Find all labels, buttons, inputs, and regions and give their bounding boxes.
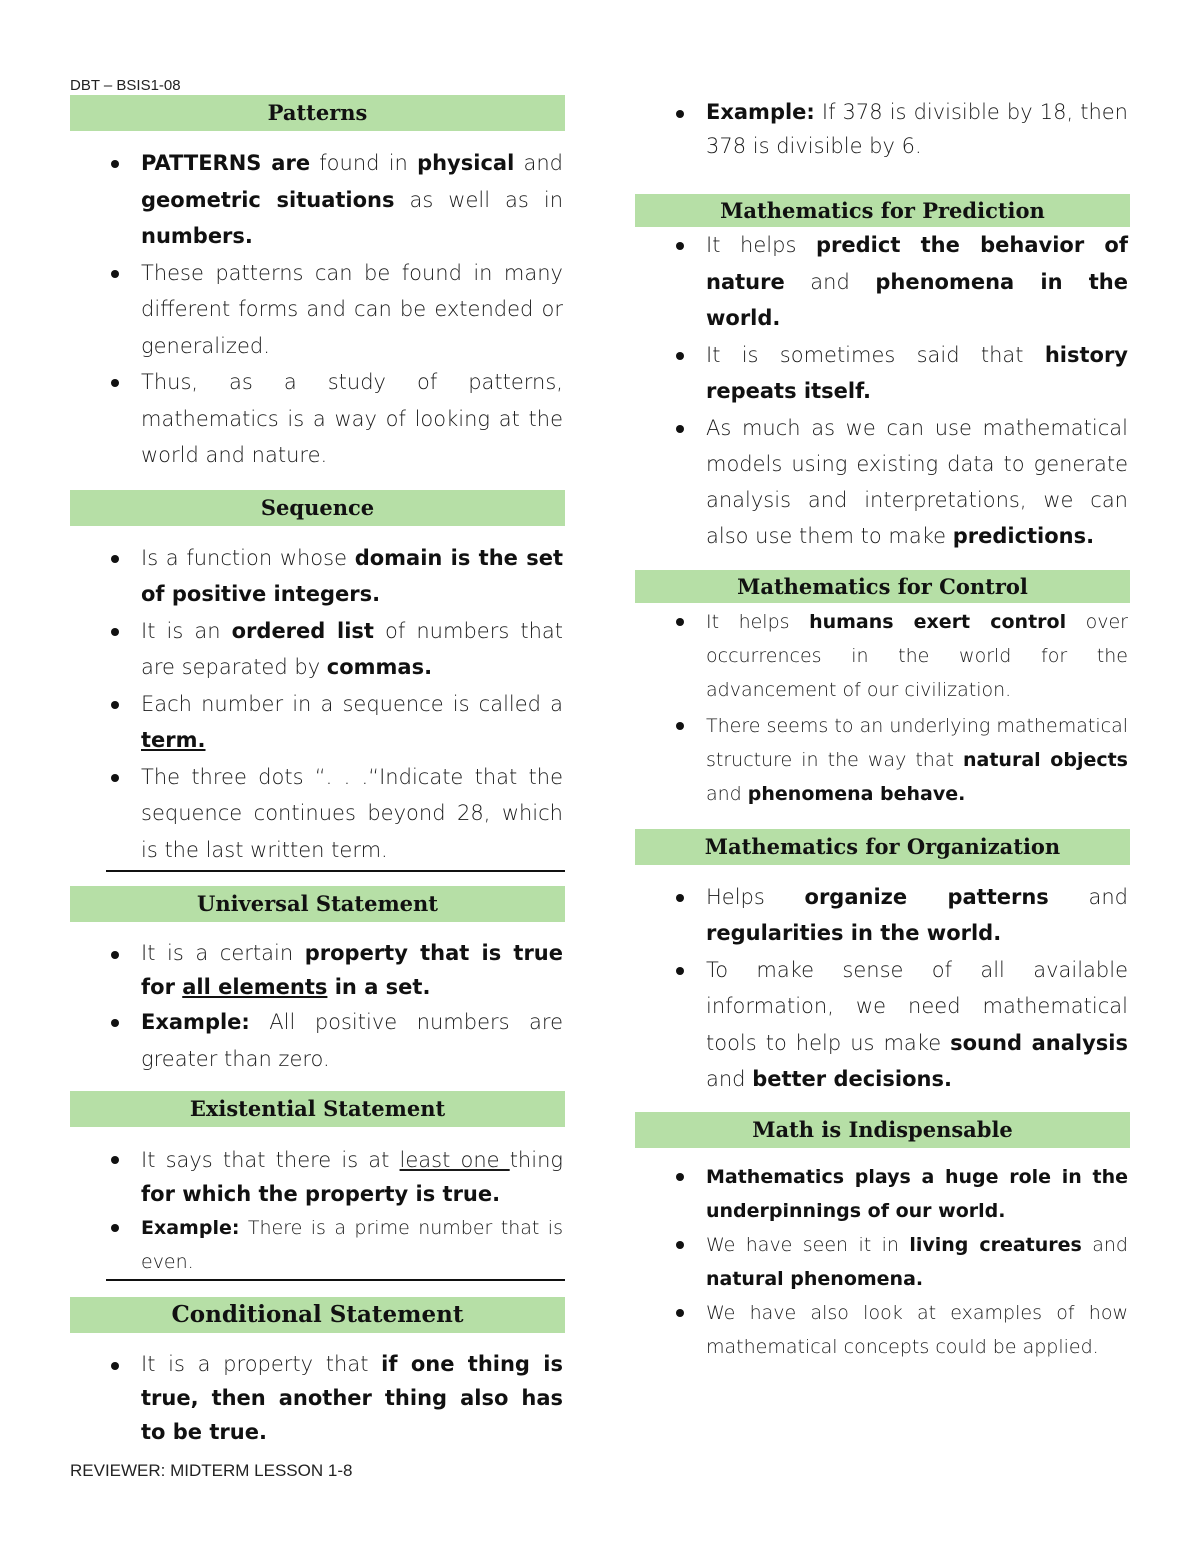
list-item: We have also look at examples of how mathematical concepts could be applied. [635, 1296, 1130, 1364]
list-item: The three dots “. . .“Indicate that the sequence continues beyond 28, which is the last written term. [70, 759, 565, 869]
list-item: It helps humans exert control over occurrences in the world for the advancement of our civilization. [635, 605, 1130, 707]
existential-statement-list [70, 1143, 565, 1279]
list-item: It is a certain property that is true for all elements in a set. [70, 936, 565, 1004]
control-list [635, 605, 1130, 811]
section-divider [106, 1279, 565, 1281]
list-item: We have seen it in living creatures and natural phenomena. [635, 1228, 1130, 1296]
list-item: It says that there is at least one thing for which the property is true. [70, 1143, 565, 1211]
list-item: Helps organize patterns and regularities in the world. [635, 879, 1130, 952]
conditional-statement-list [70, 1347, 565, 1449]
control-heading: Mathematics for Control [635, 570, 1130, 603]
patterns-list [70, 145, 565, 474]
section-divider [106, 870, 565, 872]
list-item: There seems to an underlying mathematical structure in the way that natural objects and phenomena behave. [635, 709, 1130, 811]
patterns-heading: Patterns [70, 95, 565, 131]
list-item: Mathematics plays a huge role in the underpinnings of our world. [635, 1160, 1130, 1228]
list-item: PATTERNS are found in physical and geometric situations as well as in numbers. [70, 145, 565, 255]
list-item: Each number in a sequence is called a term. [70, 686, 565, 759]
list-item: Example: There is a prime number that is even. [70, 1211, 565, 1279]
list-item: It is an ordered list of numbers that are separated by commas. [70, 613, 565, 686]
prediction-list [635, 227, 1130, 554]
list-item: These patterns can be found in many different forms and can be extended or generalized. [70, 255, 565, 365]
example-list [635, 95, 1130, 163]
list-item: Example: All positive numbers are greater than zero. [70, 1004, 565, 1077]
indispensable-list [635, 1160, 1130, 1364]
list-item: Thus, as a study of patterns, mathematics is a way of looking at the world and nature. [70, 364, 565, 474]
list-item: It is sometimes said that history repeats itself. [635, 337, 1130, 410]
list-item: It is a property that if one thing is true, then another thing also has to be true. [70, 1347, 565, 1449]
list-item: It helps predict the behavior of nature and phenomena in the world. [635, 227, 1130, 337]
sequence-heading: Sequence [70, 490, 565, 526]
organization-heading: Mathematics for Organization [635, 829, 1130, 865]
conditional-statement-heading: Conditional Statement [70, 1297, 565, 1333]
list-item: To make sense of all available information, we need mathematical tools to help us make sound analysis and better decisions. [635, 952, 1130, 1098]
sequence-list [70, 540, 565, 869]
universal-statement-list [70, 936, 565, 1077]
list-item: Is a function whose domain is the set of positive integers. [70, 540, 565, 613]
list-item: Example: If 378 is divisible by 18, then 378 is divisible by 6. [635, 95, 1130, 163]
prediction-heading: Mathematics for Prediction [635, 194, 1130, 227]
list-item: As much as we can use mathematical models using existing data to generate analysis and interpretations, we can also use them to make predictions. [635, 410, 1130, 554]
organization-list [635, 879, 1130, 1098]
existential-statement-heading: Existential Statement [70, 1091, 565, 1127]
indispensable-heading: Math is Indispensable [635, 1112, 1130, 1148]
document-header-label: DBT – BSIS1-08 [70, 77, 181, 94]
document-footer-label: REVIEWER: MIDTERM LESSON 1-8 [70, 1461, 353, 1480]
universal-statement-heading: Universal Statement [70, 886, 565, 922]
right-column [635, 95, 1130, 1364]
left-column [70, 95, 565, 1449]
